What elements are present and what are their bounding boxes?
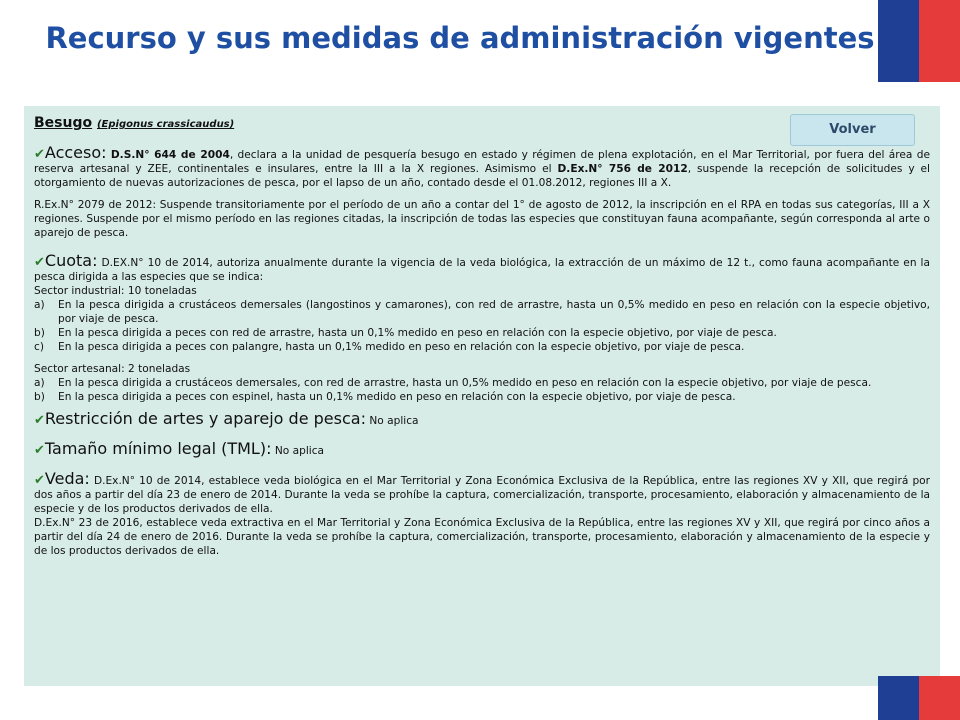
volver-button[interactable]: Volver bbox=[790, 114, 915, 146]
veda-label: Veda: bbox=[44, 469, 90, 488]
acceso-section bbox=[34, 143, 930, 190]
industrial-title: Sector industrial: 10 toneladas bbox=[34, 285, 197, 297]
checkmark-icon: ✔ bbox=[34, 147, 45, 162]
veda-text: D.Ex.N° 10 de 2014, establece veda biológica en el Mar Territorial y Zona Económica Exclusiva de la República, entre las regiones XV y XII, que regirá por dos años a partir del día 23 de enero de 2014. Durante la veda se prohíbe la captura, comercialización, transporte, procesamiento, elaboración y almacenamiento de la especie y de los productos derivados de ella. bbox=[34, 475, 931, 515]
content-panel bbox=[24, 106, 940, 686]
industrial-list bbox=[34, 298, 930, 354]
cuota-section bbox=[34, 251, 930, 284]
acceso-paragraph-2: R.Ex.N° 2079 de 2012: Suspende transitoriamente por el período de un año a contar del 1° de agosto de 2012, la inscripción en el RPA en todas sus categorías, III a X regiones. Suspende por el mismo período en las regiones citadas, la inscripción de todas las especies que constituyan fauna acompañante, según corresponda al arte o aparejo de pesca. bbox=[34, 199, 930, 239]
restriccion-label: Restricción de artes y aparejo de pesca: bbox=[44, 409, 366, 428]
flag-blue-stripe bbox=[878, 676, 919, 720]
flag-red-stripe bbox=[919, 0, 960, 82]
checkmark-icon: ✔ bbox=[34, 443, 45, 458]
cuota-text: D.EX.N° 10 de 2014, autoriza anualmente durante la vigencia de la veda biológica, la extracción de un máximo de 12 t., como fauna acompañante en la pesca dirigida a las especies que se indica: bbox=[34, 257, 930, 283]
species-name: Besugo bbox=[34, 115, 93, 131]
checkmark-icon: ✔ bbox=[34, 413, 45, 428]
acceso-label: Acceso: bbox=[44, 143, 107, 162]
acceso-ref1: D.S.N° 644 de 2004 bbox=[110, 149, 230, 161]
checkmark-icon: ✔ bbox=[34, 255, 45, 270]
list-item: c) En la pesca dirigida a peces con palangre, hasta un 0,1% medido en peso en relación con la especie objetivo, por viaje de pesca. bbox=[34, 341, 745, 353]
list-item: b) En la pesca dirigida a peces con red de arrastre, hasta un 0,1% medido en peso en relación con la especie objetivo, por viaje de pesca. bbox=[34, 327, 777, 339]
veda-section bbox=[34, 469, 931, 516]
flag-blue-stripe bbox=[878, 0, 919, 82]
artesanal-list bbox=[34, 376, 930, 404]
flag-bottom-logo bbox=[878, 676, 960, 720]
flag-red-stripe bbox=[919, 676, 960, 720]
cuota-label: Cuota: bbox=[44, 251, 98, 270]
checkmark-icon: ✔ bbox=[34, 473, 45, 488]
restriccion-value: No aplica bbox=[369, 415, 419, 427]
restriccion-section bbox=[34, 409, 930, 428]
list-item: a) En la pesca dirigida a crustáceos demersales (langostinos y camarones), con red de arrastre, hasta un 0,5% medido en peso en relación con la especie objetivo, por viaje de pesca. bbox=[34, 299, 930, 325]
acceso-text2: , suspende la recepción de solicitudes y el otorgamiento de nuevas autorizaciones de pesca, por el lapso de un año, contado desde el 01.08.2012, regiones III a X. bbox=[34, 163, 930, 189]
page-title: Recurso y sus medidas de administración vigentes bbox=[45, 21, 875, 55]
list-item: a) En la pesca dirigida a crustáceos demersales, con red de arrastre, hasta un 0,5% medido en peso en relación con la especie objetivo, por viaje de pesca. bbox=[34, 377, 872, 389]
tml-section bbox=[34, 439, 930, 458]
veda-paragraph-2: D.Ex.N° 23 de 2016, establece veda extractiva en el Mar Territorial y Zona Económica Exclusiva de la República, entre las regiones XV y XII, que regirá por cinco años a partir del día 24 de enero de 2016. Durante la veda se prohíbe la captura, comercialización, transporte, procesamiento, elaboración y almacenamiento de la especie y de los productos derivados de ella. bbox=[34, 517, 930, 557]
list-item: b) En la pesca dirigida a peces con espinel, hasta un 0,1% medido en peso en relación con la especie objetivo, por viaje de pesca. bbox=[34, 391, 736, 403]
acceso-text1: , declara a la unidad de pesquería besugo en estado y régimen de plena explotación, en el Mar Territorial, por fuera del área de reserva artesanal y ZEE, continentales e insulares, entre la III a la X regiones. Asimismo el bbox=[34, 149, 930, 175]
artesanal-title: Sector artesanal: 2 toneladas bbox=[34, 363, 191, 375]
tml-value: No aplica bbox=[274, 445, 325, 457]
tml-label: Tamaño mínimo legal (TML): bbox=[44, 439, 272, 458]
flag-top-logo bbox=[878, 0, 960, 82]
acceso-ref2: D.Ex.N° 756 de 2012 bbox=[557, 163, 688, 175]
species-scientific-name: (Epigonus crassicaudus) bbox=[96, 119, 235, 130]
